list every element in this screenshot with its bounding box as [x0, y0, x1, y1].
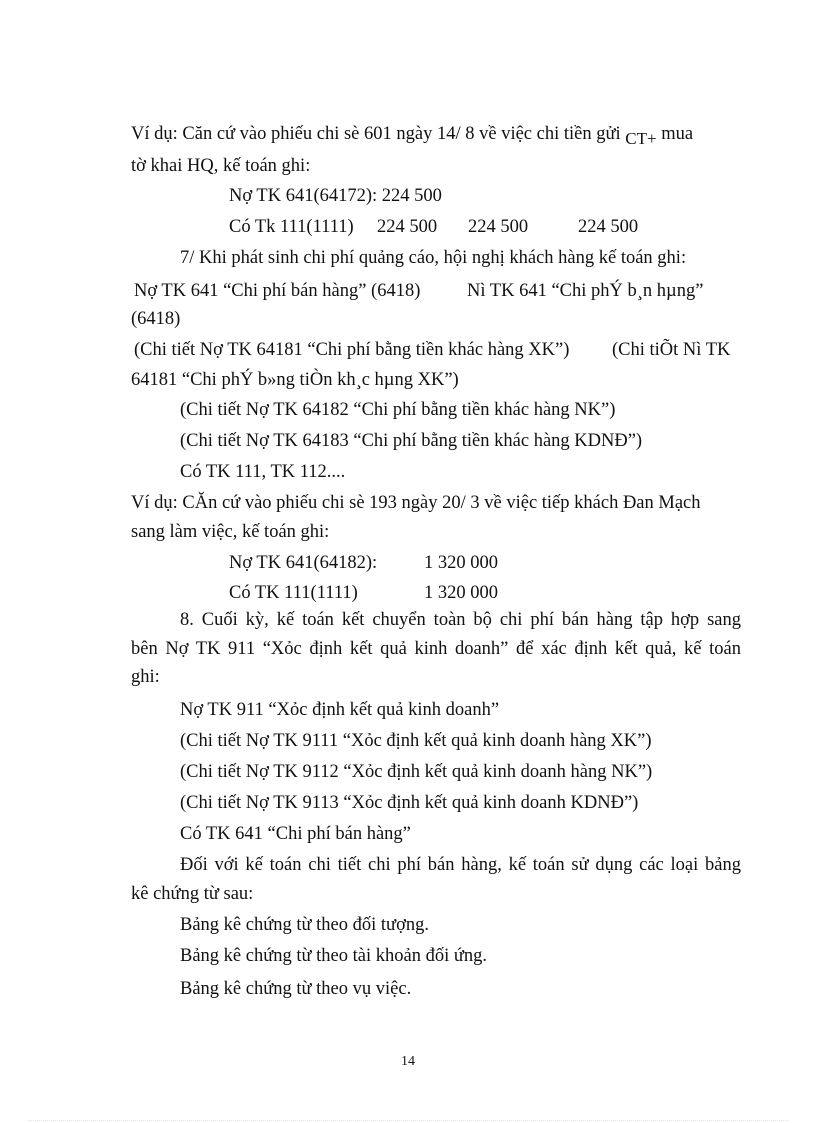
- example1-credit-account: Có Tk 111(1111): [229, 217, 354, 237]
- item7-debit-code: (6418): [131, 309, 181, 329]
- example2-line2: sang làm việc, kế toán ghi:: [131, 522, 330, 542]
- example1-text-post: mua: [656, 124, 694, 144]
- item7-detail-64181-garbled-a: (Chi tiÕt Nì TK: [612, 340, 731, 360]
- detail-list-item-1: Bảng kê chứng từ theo đối tượng.: [180, 915, 429, 935]
- item7-detail-64183: (Chi tiết Nợ TK 64183 “Chi phí bằng tiền khác hàng KDNĐ”): [180, 431, 643, 451]
- page-number: 14: [401, 1054, 415, 1069]
- example1-debit-entry: Nợ TK 641(64172): 224 500: [229, 186, 442, 206]
- detail-list-item-3: Bảng kê chứng từ theo vụ việc.: [180, 979, 412, 999]
- detail-line1: Đối với kế toán chi tiết chi phí bán hàng, kế toán sử dụng các loại bảng: [180, 855, 741, 875]
- item7-detail-64182: (Chi tiết Nợ TK 64182 “Chi phí bằng tiền khác hàng NK”): [180, 400, 616, 420]
- detail-list-item-2: Bảng kê chứng từ theo tài khoản đối ứng.: [180, 946, 488, 966]
- item8-line3: ghi:: [131, 667, 160, 687]
- example1-line2: tờ khai HQ, kế toán ghi:: [131, 156, 311, 176]
- item8-line2: bên Nợ TK 911 “Xỏc định kết quả kinh doanh” để xác định kết quả, kế toán: [131, 639, 741, 659]
- example1-credit-value-1: 224 500: [377, 217, 438, 237]
- item7-detail-64181: (Chi tiết Nợ TK 64181 “Chi phí bằng tiền khác hàng XK”): [134, 340, 570, 360]
- example2-debit-value: 1 320 000: [424, 553, 498, 573]
- item8-detail-9113: (Chi tiết Nợ TK 9113 “Xỏc định kết quả kinh doanh KDNĐ”): [180, 793, 639, 813]
- example1-credit-value-3: 224 500: [578, 217, 639, 237]
- detail-line2: kê chứng từ sau:: [131, 884, 254, 904]
- example2-credit-label: Có TK 111(1111): [229, 583, 358, 603]
- example2-credit-value: 1 320 000: [424, 583, 498, 603]
- example2-line1: Ví dụ: CĂn cứ vào phiếu chi sè 193 ngày 20/ 3 về việc tiếp khách Đan Mạch: [131, 493, 701, 513]
- ct-plus-label: CT+: [625, 129, 657, 148]
- example1-text-pre: Ví dụ: Căn cứ vào phiếu chi sè 601 ngày 14/ 8 về việc chi tiền gửi: [131, 124, 626, 144]
- item7-detail-64181-garbled-b: 64181 “Chi phÝ b»ng tiÒn kh¸c hµng XK”): [131, 370, 459, 390]
- item7-debit-line: Nợ TK 641 “Chi phí bán hàng” (6418): [134, 281, 421, 301]
- item7-heading: 7/ Khi phát sinh chi phí quảng cáo, hội nghị khách hàng kế toán ghi:: [180, 248, 687, 268]
- item8-detail-9112: (Chi tiết Nợ TK 9112 “Xỏc định kết quả kinh doanh hàng NK”): [180, 762, 653, 782]
- example1-line1: [131, 124, 694, 148]
- example1-credit-value-2: 224 500: [468, 217, 529, 237]
- item7-credit-line: Có TK 111, TK 112....: [180, 462, 346, 482]
- item8-detail-9111: (Chi tiết Nợ TK 9111 “Xỏc định kết quả kinh doanh hàng XK”): [180, 731, 652, 751]
- item8-credit-641: Có TK 641 “Chi phí bán hàng”: [180, 824, 411, 844]
- item7-debit-line-garbled: Nì TK 641 “Chi phÝ b¸n hµng”: [467, 281, 704, 301]
- page-bottom-divider: [28, 1120, 788, 1121]
- example2-debit-label: Nợ TK 641(64182):: [229, 553, 378, 573]
- item8-debit-911: Nợ TK 911 “Xỏc định kết quả kinh doanh”: [180, 700, 500, 720]
- item8-line1: 8. Cuối kỳ, kế toán kết chuyển toàn bộ chi phí bán hàng tập hợp sang: [180, 610, 741, 630]
